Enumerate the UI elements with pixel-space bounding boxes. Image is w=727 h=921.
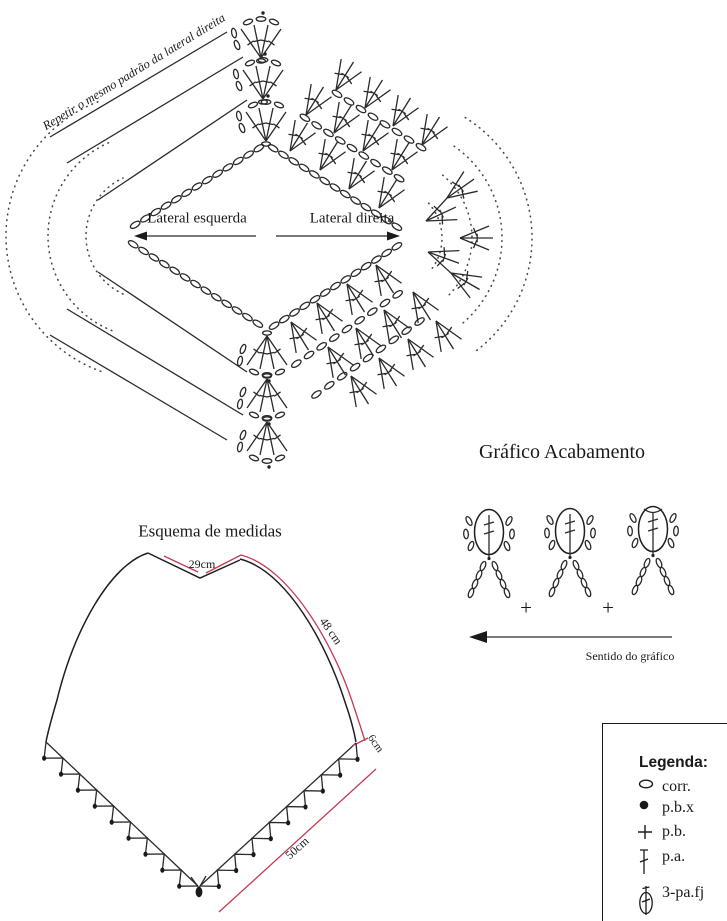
legend-item-label: p.b. [662,823,686,840]
legend-box [602,723,727,921]
legend-item-cluster [637,884,704,902]
legend-item-label: p.b.x [662,799,694,816]
finishing-motif [627,507,678,596]
left-side-label: Lateral esquerda [147,210,247,227]
chart-direction-label: Sentido do gráfico [585,649,675,663]
arrowhead [387,232,400,241]
legend-item-slip-stitch [637,799,694,817]
top-width-measurement: 29cm [188,557,216,571]
plus-sign: + [520,595,532,620]
legend-item-label: corr. [662,778,691,795]
measurement-schema-title: Esquema de medidas [138,521,282,541]
repeat-pattern-note: Repetir o mesmo padrão da lateral direita [40,10,228,133]
legend-item-double-crochet [637,848,685,866]
legend-title: Legenda: [639,754,708,771]
side-length-measurement: 48 cm [316,614,346,648]
finishing-chart-title: Gráfico Acabamento [478,441,646,463]
finishing-motif [463,510,514,599]
arrowhead [134,232,147,241]
bottom-point-dot [196,887,203,897]
plus-sign: + [602,595,614,620]
right-side-label: Lateral direita [309,210,395,227]
finishing-motif [544,509,595,598]
legend-item-single-crochet [637,823,686,841]
legend-item-label: 3-pa.fj [662,884,705,901]
edge-gap-measurement: 6cm [365,732,386,755]
legend-item-label: p.a. [662,848,686,865]
bottom-length-measurement: 50cm [282,833,312,863]
legend-item-chain [637,778,691,796]
arrowhead [469,631,487,643]
